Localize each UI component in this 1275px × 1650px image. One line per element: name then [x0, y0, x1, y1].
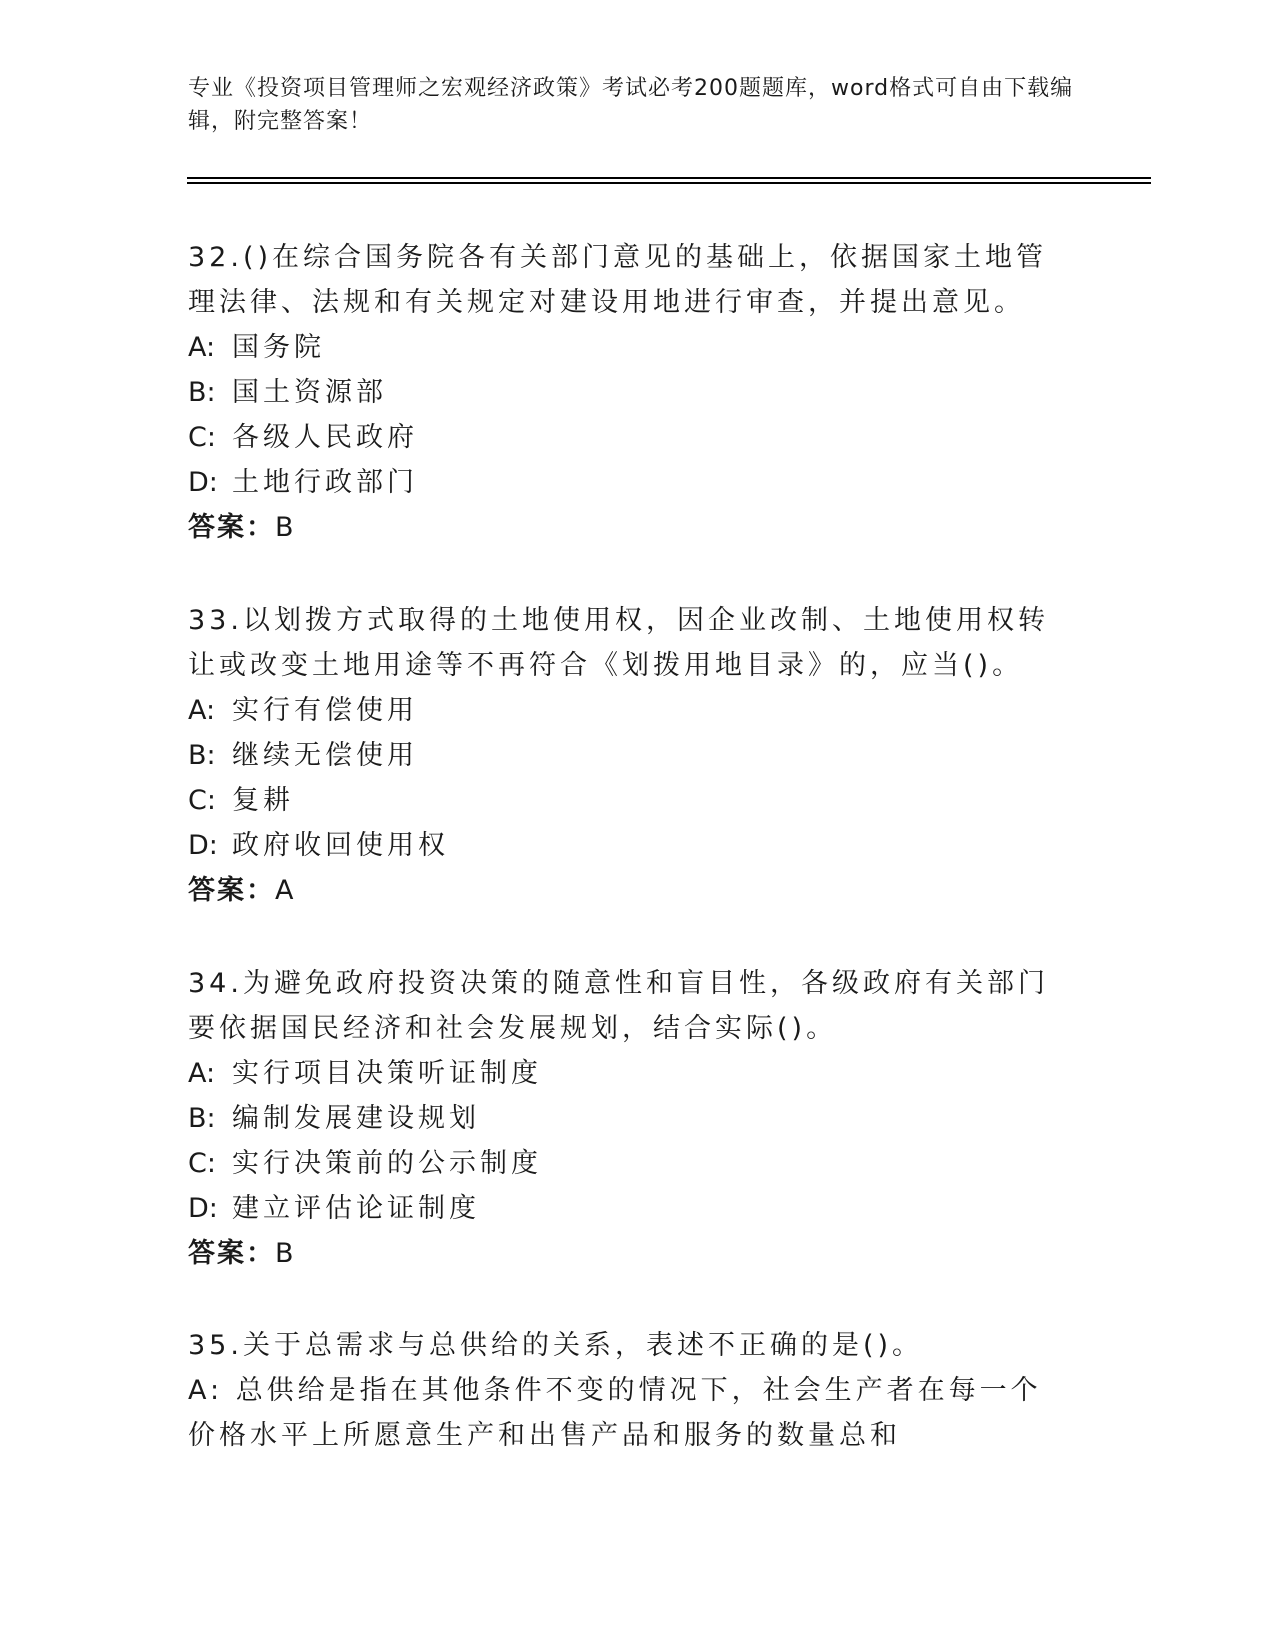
option-d	[188, 460, 1068, 505]
option-letter: A:	[188, 332, 216, 363]
option-letter: A:	[188, 1058, 216, 1089]
question-32	[188, 235, 1068, 550]
question-35	[188, 1323, 1068, 1458]
option-text: 政府收回使用权	[232, 830, 449, 861]
option-b	[188, 370, 1068, 415]
option-text: 国务院	[232, 332, 325, 363]
answer-value: B	[275, 1238, 296, 1269]
answer-line	[188, 1231, 1068, 1276]
question-stem: 35.关于总需求与总供给的关系，表述不正确的是()。	[188, 1330, 924, 1361]
option-letter: C:	[188, 1148, 216, 1179]
option-letter: A:	[188, 1375, 224, 1406]
option-a	[188, 688, 1068, 733]
option-d	[188, 1186, 1068, 1231]
option-text: 复耕	[232, 785, 294, 816]
option-text: 实行有偿使用	[232, 695, 418, 726]
question-34	[188, 961, 1068, 1276]
answer-line	[188, 505, 1068, 550]
option-letter: C:	[188, 422, 216, 453]
option-d	[188, 823, 1068, 868]
question-stem: 33.以划拨方式取得的土地使用权，因企业改制、土地使用权转让或改变土地用途等不再符合《划拨用地目录》的，应当()。	[188, 605, 1049, 681]
option-text: 编制发展建设规划	[232, 1103, 480, 1134]
option-a	[188, 325, 1068, 370]
answer-label: 答案：	[188, 1238, 275, 1269]
option-letter: B:	[188, 1103, 216, 1134]
option-letter: D:	[188, 830, 218, 861]
option-letter: A:	[188, 695, 216, 726]
answer-line	[188, 868, 1068, 913]
option-letter: C:	[188, 785, 216, 816]
option-b	[188, 733, 1068, 778]
option-text: 土地行政部门	[232, 467, 418, 498]
option-letter: B:	[188, 740, 216, 771]
answer-label: 答案：	[188, 512, 275, 543]
option-a	[188, 1368, 1068, 1458]
option-text: 国土资源部	[232, 377, 387, 408]
answer-value: A	[275, 875, 296, 906]
option-letter: D:	[188, 467, 218, 498]
option-letter: D:	[188, 1193, 218, 1224]
option-text: 实行项目决策听证制度	[232, 1058, 542, 1089]
option-b	[188, 1096, 1068, 1141]
header-rule-bottom	[187, 182, 1151, 184]
option-text: 实行决策前的公示制度	[232, 1148, 542, 1179]
document-header: 专业《投资项目管理师之宏观经济政策》考试必考200题题库，word格式可自由下载编辑，附完整答案！	[188, 76, 1074, 134]
option-c	[188, 415, 1068, 460]
option-letter: B:	[188, 377, 216, 408]
question-stem: 32.()在综合国务院各有关部门意见的基础上，依据国家土地管理法律、法规和有关规定对建设用地进行审查，并提出意见。	[188, 242, 1048, 318]
question-stem: 34.为避免政府投资决策的随意性和盲目性，各级政府有关部门要依据国民经济和社会发展规划，结合实际()。	[188, 968, 1049, 1044]
option-c	[188, 778, 1068, 823]
option-text: 总供给是指在其他条件不变的情况下，社会生产者在每一个价格水平上所愿意生产和出售产品和服务的数量总和	[188, 1375, 1042, 1451]
option-text: 继续无偿使用	[232, 740, 418, 771]
option-c	[188, 1141, 1068, 1186]
answer-value: B	[275, 512, 296, 543]
option-text: 建立评估论证制度	[232, 1193, 480, 1224]
question-33	[188, 598, 1068, 913]
answer-label: 答案：	[188, 875, 275, 906]
option-text: 各级人民政府	[232, 422, 418, 453]
option-a	[188, 1051, 1068, 1096]
header-rule-top	[187, 177, 1151, 179]
